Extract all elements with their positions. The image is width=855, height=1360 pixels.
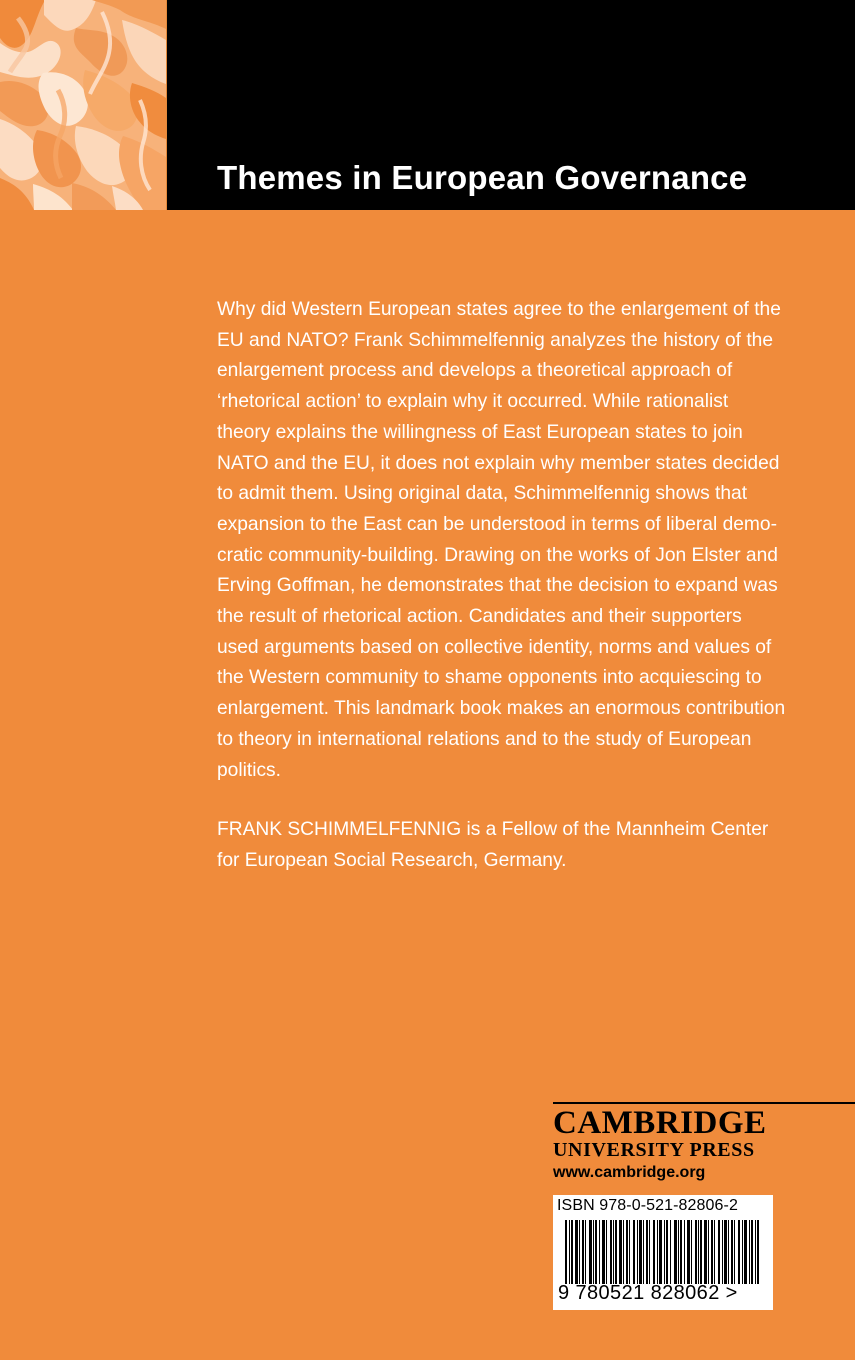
publisher-divider bbox=[553, 1102, 855, 1104]
abstract-pattern-image bbox=[0, 0, 167, 210]
description-line: EU and NATO? Frank Schimmelfennig analyzes the history of the bbox=[217, 329, 773, 351]
author-bio-line: for European Social Research, Germany. bbox=[217, 849, 567, 871]
description-line: used arguments based on collective identity, norms and values of bbox=[217, 636, 772, 658]
publisher-name: CAMBRIDGE bbox=[553, 1105, 767, 1141]
description-line: the result of rhetorical action. Candidates and their supporters bbox=[217, 606, 742, 628]
author-biography bbox=[217, 815, 811, 876]
publisher-imprint: UNIVERSITY PRESS bbox=[553, 1139, 755, 1161]
series-title: Themes in European Governance bbox=[217, 159, 748, 196]
description-line: Why did Western European states agree to the enlargement of the bbox=[217, 299, 781, 320]
description-line: politics. bbox=[217, 759, 281, 781]
description-line: enlargement. This landmark book makes an enormous contribution bbox=[217, 698, 786, 720]
description-line: Erving Goffman, he demonstrates that the decision to expand was bbox=[217, 575, 778, 597]
description-line: theory explains the willingness of East European states to join bbox=[217, 421, 743, 443]
abstract-pattern-graphic bbox=[0, 0, 166, 210]
description-line: cratic community-building. Drawing on the works of Jon Elster and bbox=[217, 544, 778, 566]
description-line: expansion to the East can be understood in terms of liberal demo- bbox=[217, 513, 777, 535]
description-line: ‘rhetorical action’ to explain why it occurred. While rationalist bbox=[217, 391, 729, 413]
barcode bbox=[565, 1220, 761, 1284]
author-bio-line: FRANK SCHIMMELFENNIG is a Fellow of the Mannheim Center bbox=[217, 819, 769, 840]
description-line: to admit them. Using original data, Schimmelfennig shows that bbox=[217, 483, 748, 505]
book-description bbox=[217, 295, 811, 786]
publisher-website: www.cambridge.org bbox=[553, 1164, 706, 1181]
publisher-logo bbox=[553, 1106, 793, 1186]
isbn-barcode-panel bbox=[553, 1195, 773, 1310]
isbn-number: 9 780521 828062 > bbox=[558, 1282, 738, 1304]
description-line: to theory in international relations and to the study of European bbox=[217, 728, 752, 750]
description-line: the Western community to shame opponents into acquiescing to bbox=[217, 667, 762, 689]
isbn-text: ISBN 978-0-521-82806-2 bbox=[557, 1197, 738, 1214]
description-line: enlargement process and develops a theoretical approach of bbox=[217, 360, 733, 382]
description-line: NATO and the EU, it does not explain why member states decided bbox=[217, 452, 780, 474]
series-header-band bbox=[0, 0, 855, 210]
